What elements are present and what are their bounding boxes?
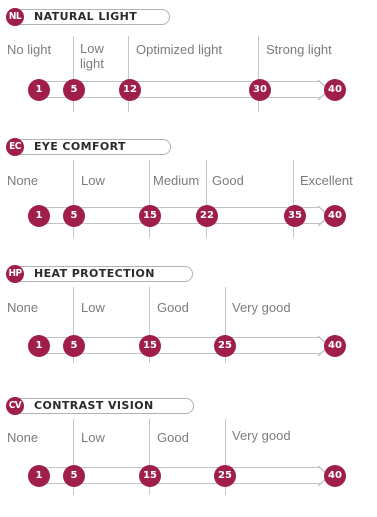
scale-label: Good: [157, 300, 189, 315]
scale-node: 1: [28, 335, 50, 357]
scale-eye-comfort: [0, 138, 377, 258]
scale-natural-light: [0, 8, 377, 128]
scale-label: None: [7, 173, 39, 188]
badge-icon: EC: [6, 138, 24, 156]
scale-node: 5: [63, 79, 85, 101]
scale-label: [80, 41, 104, 71]
scale-label: No light: [7, 42, 52, 57]
scale-label: Optimized light: [136, 42, 222, 57]
badge-icon: HP: [6, 265, 24, 283]
scale-node: 1: [28, 465, 50, 487]
scale-node: 22: [196, 205, 218, 227]
section-title: CONTRAST VISION: [34, 399, 154, 412]
section-title: NATURAL LIGHT: [34, 10, 138, 23]
scale-node: 40: [324, 205, 346, 227]
scale-label: Very good: [232, 300, 291, 315]
scale-label: Good: [157, 430, 189, 445]
scale-label: Low: [81, 430, 105, 445]
scale-label: Medium: [153, 173, 200, 188]
section-title: HEAT PROTECTION: [34, 267, 155, 280]
scale-node: 25: [214, 465, 236, 487]
section-header: [6, 397, 191, 415]
badge-icon: NL: [6, 8, 24, 26]
scale-label-line: light: [80, 56, 104, 71]
scale-label: None: [7, 430, 39, 445]
scale-label: None: [7, 300, 39, 315]
scale-label: Low: [81, 173, 105, 188]
scale-label: Strong light: [266, 42, 332, 57]
scale-node: 30: [249, 79, 271, 101]
section-header: [6, 8, 191, 26]
scale-node: 35: [284, 205, 306, 227]
scale-heat-protection: [0, 265, 377, 385]
scale-node: 15: [139, 205, 161, 227]
scale-label: Good: [212, 173, 244, 188]
scale-contrast-vision: [0, 397, 377, 517]
scale-label: Excellent: [300, 173, 353, 188]
scale-node: 1: [28, 205, 50, 227]
scale-node: 15: [139, 465, 161, 487]
scale-node: 25: [214, 335, 236, 357]
scale-node: 40: [324, 465, 346, 487]
scale-label-line: Low: [80, 41, 104, 56]
scale-label: Low: [81, 300, 105, 315]
scale-node: 5: [63, 465, 85, 487]
scale-node: 40: [324, 79, 346, 101]
section-title: EYE COMFORT: [34, 140, 126, 153]
scale-node: 5: [63, 205, 85, 227]
badge-icon: CV: [6, 397, 24, 415]
scale-node: 15: [139, 335, 161, 357]
scale-node: 5: [63, 335, 85, 357]
scale-label: Very good: [232, 428, 291, 443]
scale-node: 12: [119, 79, 141, 101]
scale-node: 1: [28, 79, 50, 101]
section-header: [6, 265, 191, 283]
scale-node: 40: [324, 335, 346, 357]
section-header: [6, 138, 191, 156]
